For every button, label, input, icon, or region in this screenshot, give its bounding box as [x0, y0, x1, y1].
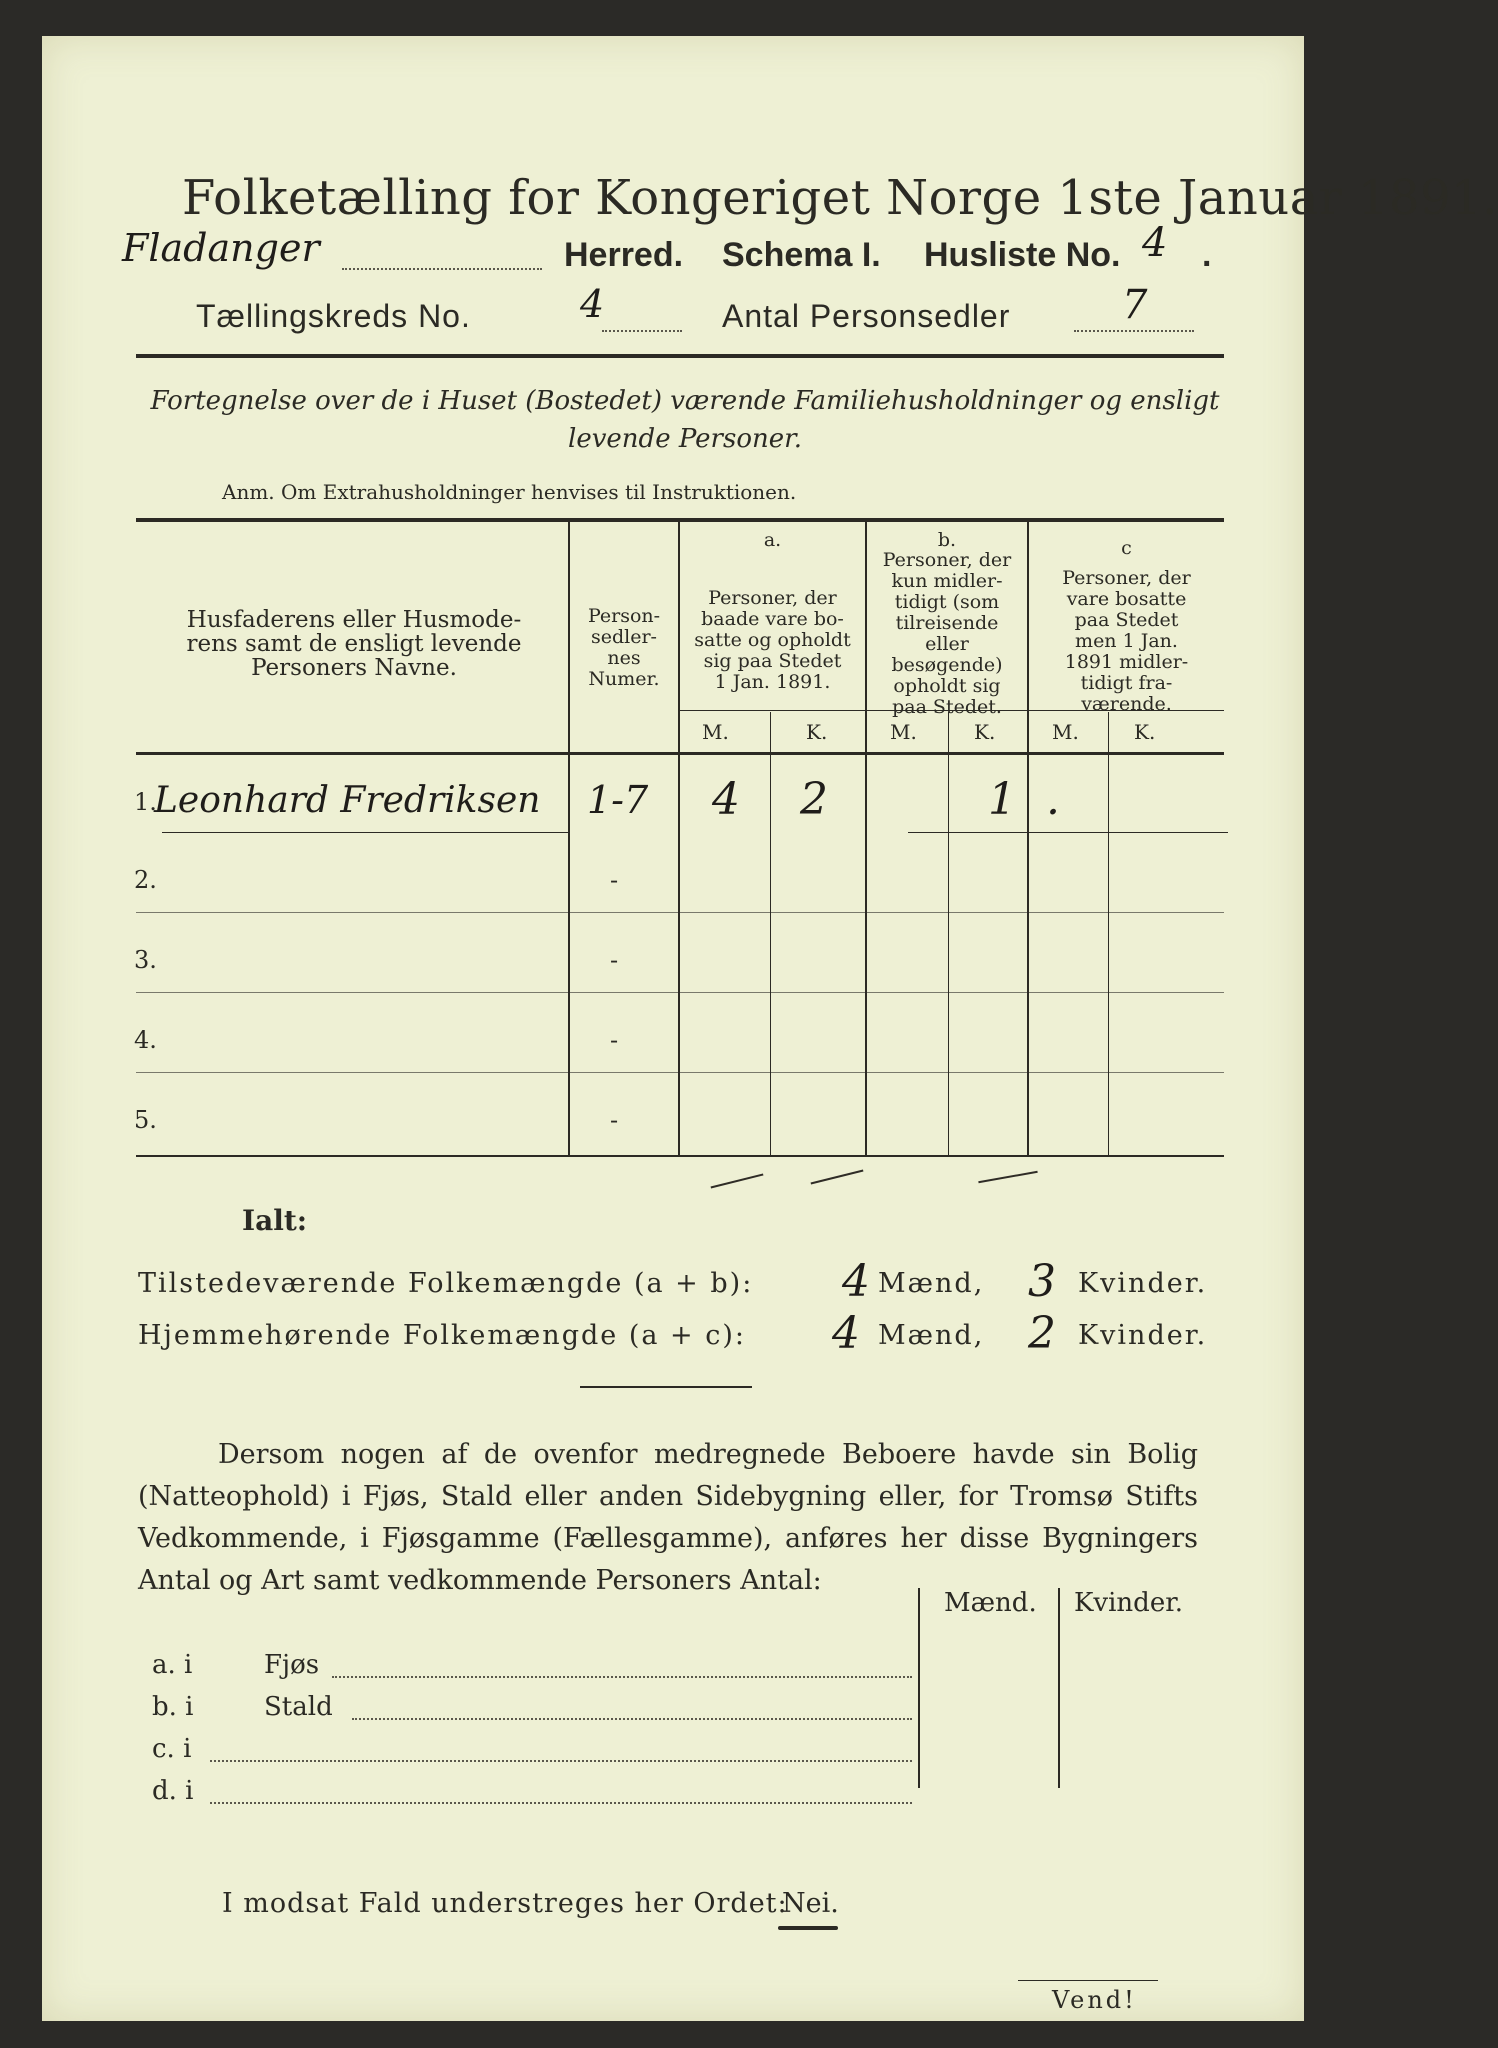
- bld-a-text: Fjøs: [264, 1650, 320, 1680]
- table-top-rule: [136, 518, 1224, 522]
- row-2-line: [136, 912, 1224, 913]
- col-b-header: [867, 550, 1027, 718]
- col-a-l3: satte og opholdt: [694, 629, 851, 651]
- col-num-l3: nes: [607, 647, 641, 669]
- hjem-k-value: 2: [1028, 1308, 1056, 1359]
- col-name-header: [142, 608, 566, 680]
- herred-label: Herred.: [564, 236, 684, 274]
- col-num-l1: Person-: [587, 605, 661, 627]
- row-1-number: 1.: [134, 788, 157, 816]
- col-a-l2: baade vare bo-: [701, 608, 844, 630]
- schema-label: Schema I.: [722, 236, 881, 274]
- col-c-l2: vare bosatte: [1066, 588, 1187, 610]
- col-c-l4: men 1 Jan.: [1075, 630, 1178, 652]
- col-name-l3: Personers Navne.: [251, 655, 457, 681]
- nei-underline: [778, 1926, 838, 1930]
- row-4-line: [136, 1072, 1224, 1073]
- row-3-number: 3.: [134, 946, 157, 974]
- col-b-letter: b.: [937, 529, 957, 551]
- col-c-letter: c: [1121, 537, 1132, 559]
- checkmark-a-m: [711, 1173, 764, 1188]
- tilst-m-label: Mænd,: [878, 1268, 985, 1299]
- form-title: Folketælling for Kongeriget Norge 1ste Januar 1891.: [182, 170, 1498, 226]
- col-c-header: [1029, 568, 1224, 715]
- col-c-l1: Personer, der: [1062, 567, 1191, 589]
- row-1-line-right: [908, 832, 1228, 833]
- tilst-m-value: 4: [842, 1256, 870, 1307]
- bld-b-label: b. i: [152, 1692, 194, 1722]
- bld-vline-2: [1058, 1588, 1060, 1788]
- col-a-letter: a.: [763, 529, 782, 551]
- building-paragraph: Dersom nogen af de ovenfor medregnede Beboere havde sin Bolig (Natteophold) i Fjøs, Stald eller anden Sidebygning eller, for Tromsø Stifts Vedkommende, i Fjøsgamme (Fællesgamme), anføres her disse Bygningers Antal og Art samt vedkommende Personers Antal:: [138, 1439, 1198, 1596]
- col-b-l1: Personer, der: [882, 549, 1012, 571]
- col-a-header: [680, 588, 865, 693]
- col-b-l6: besøgende): [891, 654, 1003, 676]
- col-b-l7: opholdt sig: [893, 675, 1001, 697]
- bld-a-label: a. i: [152, 1650, 193, 1680]
- anm-note: Anm. Om Extrahusholdninger henvises til Instruktionen.: [222, 480, 797, 504]
- taellingskreds-value: 4: [580, 282, 605, 326]
- col-a-l1: Personer, der: [708, 587, 837, 609]
- col-c-l6: tidigt fra-: [1080, 672, 1173, 694]
- row-1-a-m: 4: [712, 774, 740, 825]
- antal-label: Antal Personsedler: [722, 298, 1011, 334]
- col-b-l2: kun midler-: [891, 570, 1003, 592]
- bld-b-text: Stald: [264, 1692, 333, 1722]
- row-4-num: -: [610, 1026, 619, 1054]
- hjem-k-label: Kvinder.: [1078, 1320, 1208, 1351]
- row-1-b-k: 1: [988, 774, 1016, 825]
- intro-line1: Fortegnelse over de i Huset (Bostedet) værende Familiehusholdninger og ensligt: [150, 386, 1220, 416]
- husliste-value: 4: [1142, 220, 1168, 266]
- bld-kvinder-header: Kvinder.: [1074, 1588, 1184, 1618]
- b-m-label: M.: [890, 720, 917, 744]
- c-m-label: M.: [1052, 720, 1079, 744]
- taellingskreds-dots: [602, 330, 682, 332]
- bld-c-dots: [210, 1760, 912, 1762]
- col-b-l4: tilreisende: [895, 612, 999, 634]
- bld-d-label: d. i: [152, 1776, 194, 1806]
- bld-a-dots: [332, 1676, 912, 1678]
- col-a-l4: sig paa Stedet: [703, 650, 842, 672]
- col-b-l8: paa Stedet.: [892, 696, 1002, 718]
- checkmark-b-k: [978, 1171, 1037, 1183]
- bld-b-dots: [352, 1718, 912, 1720]
- col-num-l4: Numer.: [588, 668, 660, 690]
- col-c-l5: 1891 midler-: [1064, 651, 1189, 673]
- row-2-num: -: [610, 866, 619, 894]
- b-k-label: K.: [974, 720, 996, 744]
- footer-text: I modsat Fald understreges her Ordet:: [222, 1888, 788, 1919]
- table-bottom-rule: [136, 1155, 1224, 1157]
- herred-value: Fladanger: [122, 226, 320, 270]
- row-1-c-m: .: [1046, 774, 1060, 825]
- vline-a-mk: [770, 712, 771, 1157]
- row-2-number: 2.: [134, 866, 157, 894]
- checkmark-a-k: [811, 1169, 864, 1184]
- col-a-l5: 1 Jan. 1891.: [714, 671, 831, 693]
- vend-line: [1018, 1980, 1158, 1981]
- hjem-m-label: Mænd,: [878, 1320, 985, 1351]
- row-3-line: [136, 992, 1224, 993]
- a-m-label: M.: [702, 720, 729, 744]
- col-c-l3: paa Stedet: [1074, 609, 1179, 631]
- intro-line2: levende Personer.: [568, 424, 802, 454]
- col-c-l7: værende.: [1081, 693, 1172, 715]
- header-rule: [136, 354, 1224, 358]
- separator: [580, 1386, 752, 1388]
- row-1-name: Leonhard Fredriksen: [154, 780, 541, 821]
- bld-vline-1: [918, 1588, 920, 1788]
- row-3-num: -: [610, 946, 619, 974]
- hjem-m-value: 4: [832, 1308, 860, 1359]
- vline-c-mk: [1108, 712, 1109, 1157]
- col-num-l2: sedler-: [591, 626, 657, 648]
- col-num-header: [570, 606, 678, 690]
- ialt-label: Ialt:: [242, 1204, 308, 1237]
- tilst-k-label: Kvinder.: [1078, 1268, 1208, 1299]
- husliste-label: Husliste No.: [924, 236, 1121, 274]
- bld-c-label: c. i: [152, 1734, 192, 1764]
- tilst-label: Tilstedeværende Folkemængde (a + b):: [138, 1268, 754, 1299]
- vline-b-mk: [948, 712, 949, 1157]
- row-1-num: 1-7: [587, 778, 649, 822]
- col-b-l5: eller: [925, 633, 969, 655]
- col-name-l1: Husfaderens eller Husmode-: [186, 607, 522, 633]
- antal-dots: [1074, 330, 1194, 332]
- tilst-k-value: 3: [1028, 1256, 1056, 1307]
- census-form-page: [42, 36, 1498, 2021]
- row-5-num: -: [610, 1106, 619, 1134]
- taellingskreds-label: Tællingskreds No.: [196, 298, 471, 334]
- bld-d-dots: [210, 1802, 912, 1804]
- a-k-label: K.: [806, 720, 828, 744]
- row-5-number: 5.: [134, 1106, 157, 1134]
- c-k-label: K.: [1134, 720, 1156, 744]
- col-name-l2: rens samt de ensligt levende: [186, 631, 522, 657]
- husliste-period: .: [1202, 236, 1212, 274]
- herred-dots: [342, 268, 542, 270]
- table-header-rule: [136, 752, 1224, 755]
- row-4-number: 4.: [134, 1026, 157, 1054]
- hjem-label: Hjemmehørende Folkemængde (a + c):: [138, 1320, 746, 1351]
- footer-nei: Nei.: [782, 1888, 839, 1919]
- row-1-line: [162, 832, 568, 833]
- bld-maend-header: Mænd.: [944, 1588, 1037, 1618]
- antal-value: 7: [1122, 282, 1148, 328]
- row-1-a-k: 2: [800, 774, 828, 825]
- vend-label: Vend!: [1052, 1986, 1137, 2014]
- col-b-l3: tidigt (som: [894, 591, 1000, 613]
